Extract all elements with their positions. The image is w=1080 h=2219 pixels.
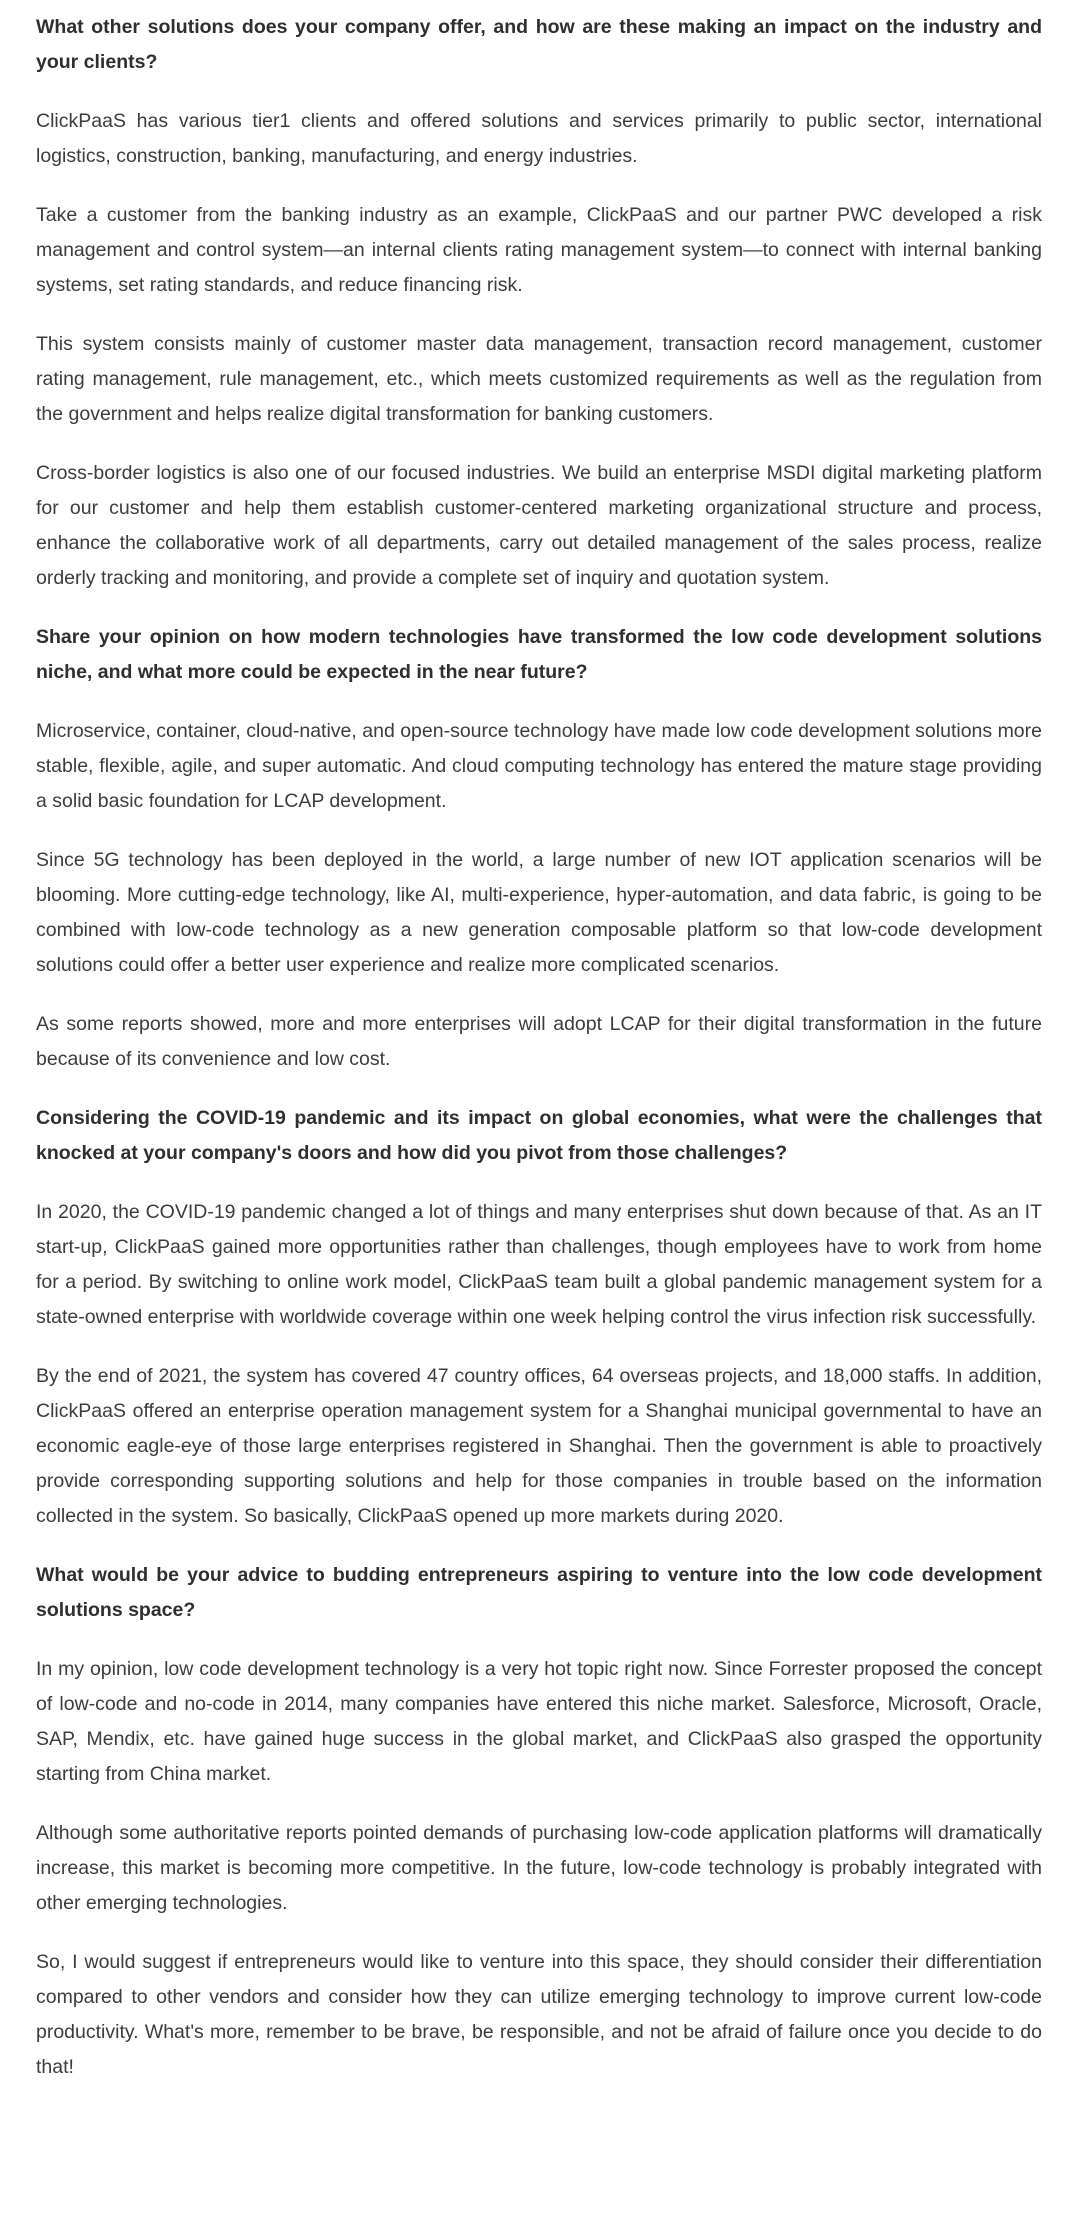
question-heading: What would be your advice to budding entrepreneurs aspiring to venture into the low code development solutions space? (36, 1564, 1042, 1621)
qa-section (36, 1101, 1042, 1534)
answer-paragraph: ClickPaaS has various tier1 clients and offered solutions and services primarily to public sector, international logistics, construction, banking, manufacturing, and energy industries. (36, 110, 1042, 167)
answer-group (36, 714, 1042, 1077)
answer-group (36, 1652, 1042, 2085)
answer-group (36, 1195, 1042, 1534)
question-heading: Share your opinion on how modern technologies have transformed the low code development solutions niche, and what more could be expected in the near future? (36, 626, 1042, 683)
article (36, 10, 1042, 2085)
qa-section (36, 10, 1042, 596)
question-heading: Considering the COVID-19 pandemic and its impact on global economies, what were the challenges that knocked at your company's doors and how did you pivot from those challenges? (36, 1107, 1042, 1164)
answer-paragraph: Cross-border logistics is also one of our focused industries. We build an enterprise MSDI digital marketing platform for our customer and help them establish customer-centered marketing organizational structure and process, enhance the collaborative work of all departments, carry out detailed management of the sales process, realize orderly tracking and monitoring, and provide a complete set of inquiry and quotation system. (36, 462, 1042, 589)
answer-paragraph: Take a customer from the banking industry as an example, ClickPaaS and our partner PWC developed a risk management and control system—an internal clients rating management system—to connect with internal banking systems, set rating standards, and reduce financing risk. (36, 204, 1042, 296)
answer-paragraph: Although some authoritative reports pointed demands of purchasing low-code application platforms will dramatically increase, this market is becoming more competitive. In the future, low-code technology is probably integrated with other emerging technologies. (36, 1822, 1042, 1914)
answer-paragraph: In my opinion, low code development technology is a very hot topic right now. Since Forrester proposed the concept of low-code and no-code in 2014, many companies have entered this niche market. Salesforce, Microsoft, Oracle, SAP, Mendix, etc. have gained huge success in the global market, and ClickPaaS also grasped the opportunity starting from China market. (36, 1658, 1042, 1785)
question-heading: What other solutions does your company offer, and how are these making an impact on the industry and your clients? (36, 16, 1042, 73)
qa-section (36, 1558, 1042, 2085)
answer-paragraph: In 2020, the COVID-19 pandemic changed a lot of things and many enterprises shut down because of that. As an IT start-up, ClickPaaS gained more opportunities rather than challenges, though employees have to work from home for a period. By switching to online work model, ClickPaaS team built a global pandemic management system for a state-owned enterprise with worldwide coverage within one week helping control the virus infection risk successfully. (36, 1201, 1042, 1328)
answer-paragraph: So, I would suggest if entrepreneurs would like to venture into this space, they should consider their differentiation compared to other vendors and consider how they can utilize emerging technology to improve current low-code productivity. What's more, remember to be brave, be responsible, and not be afraid of failure once you decide to do that! (36, 1951, 1042, 2078)
answer-paragraph: As some reports showed, more and more enterprises will adopt LCAP for their digital transformation in the future because of its convenience and low cost. (36, 1013, 1042, 1070)
qa-section (36, 620, 1042, 1077)
answer-paragraph: By the end of 2021, the system has covered 47 country offices, 64 overseas projects, and 18,000 staffs. In addition, ClickPaaS offered an enterprise operation management system for a Shanghai municipal governmental to have an economic eagle-eye of those large enterprises registered in Shanghai. Then the government is able to proactively provide corresponding supporting solutions and help for those companies in trouble based on the information collected in the system. So basically, ClickPaaS opened up more markets during 2020. (36, 1365, 1042, 1527)
answer-paragraph: This system consists mainly of customer master data management, transaction record management, customer rating management, rule management, etc., which meets customized requirements as well as the regulation from the government and helps realize digital transformation for banking customers. (36, 333, 1042, 425)
answer-group (36, 104, 1042, 596)
answer-paragraph: Microservice, container, cloud-native, and open-source technology have made low code development solutions more stable, flexible, agile, and super automatic. And cloud computing technology has entered the mature stage providing a solid basic foundation for LCAP development. (36, 720, 1042, 812)
answer-paragraph: Since 5G technology has been deployed in the world, a large number of new IOT application scenarios will be blooming. More cutting-edge technology, like AI, multi-experience, hyper-automation, and data fabric, is going to be combined with low-code technology as a new generation composable platform so that low-code development solutions could offer a better user experience and realize more complicated scenarios. (36, 849, 1042, 976)
